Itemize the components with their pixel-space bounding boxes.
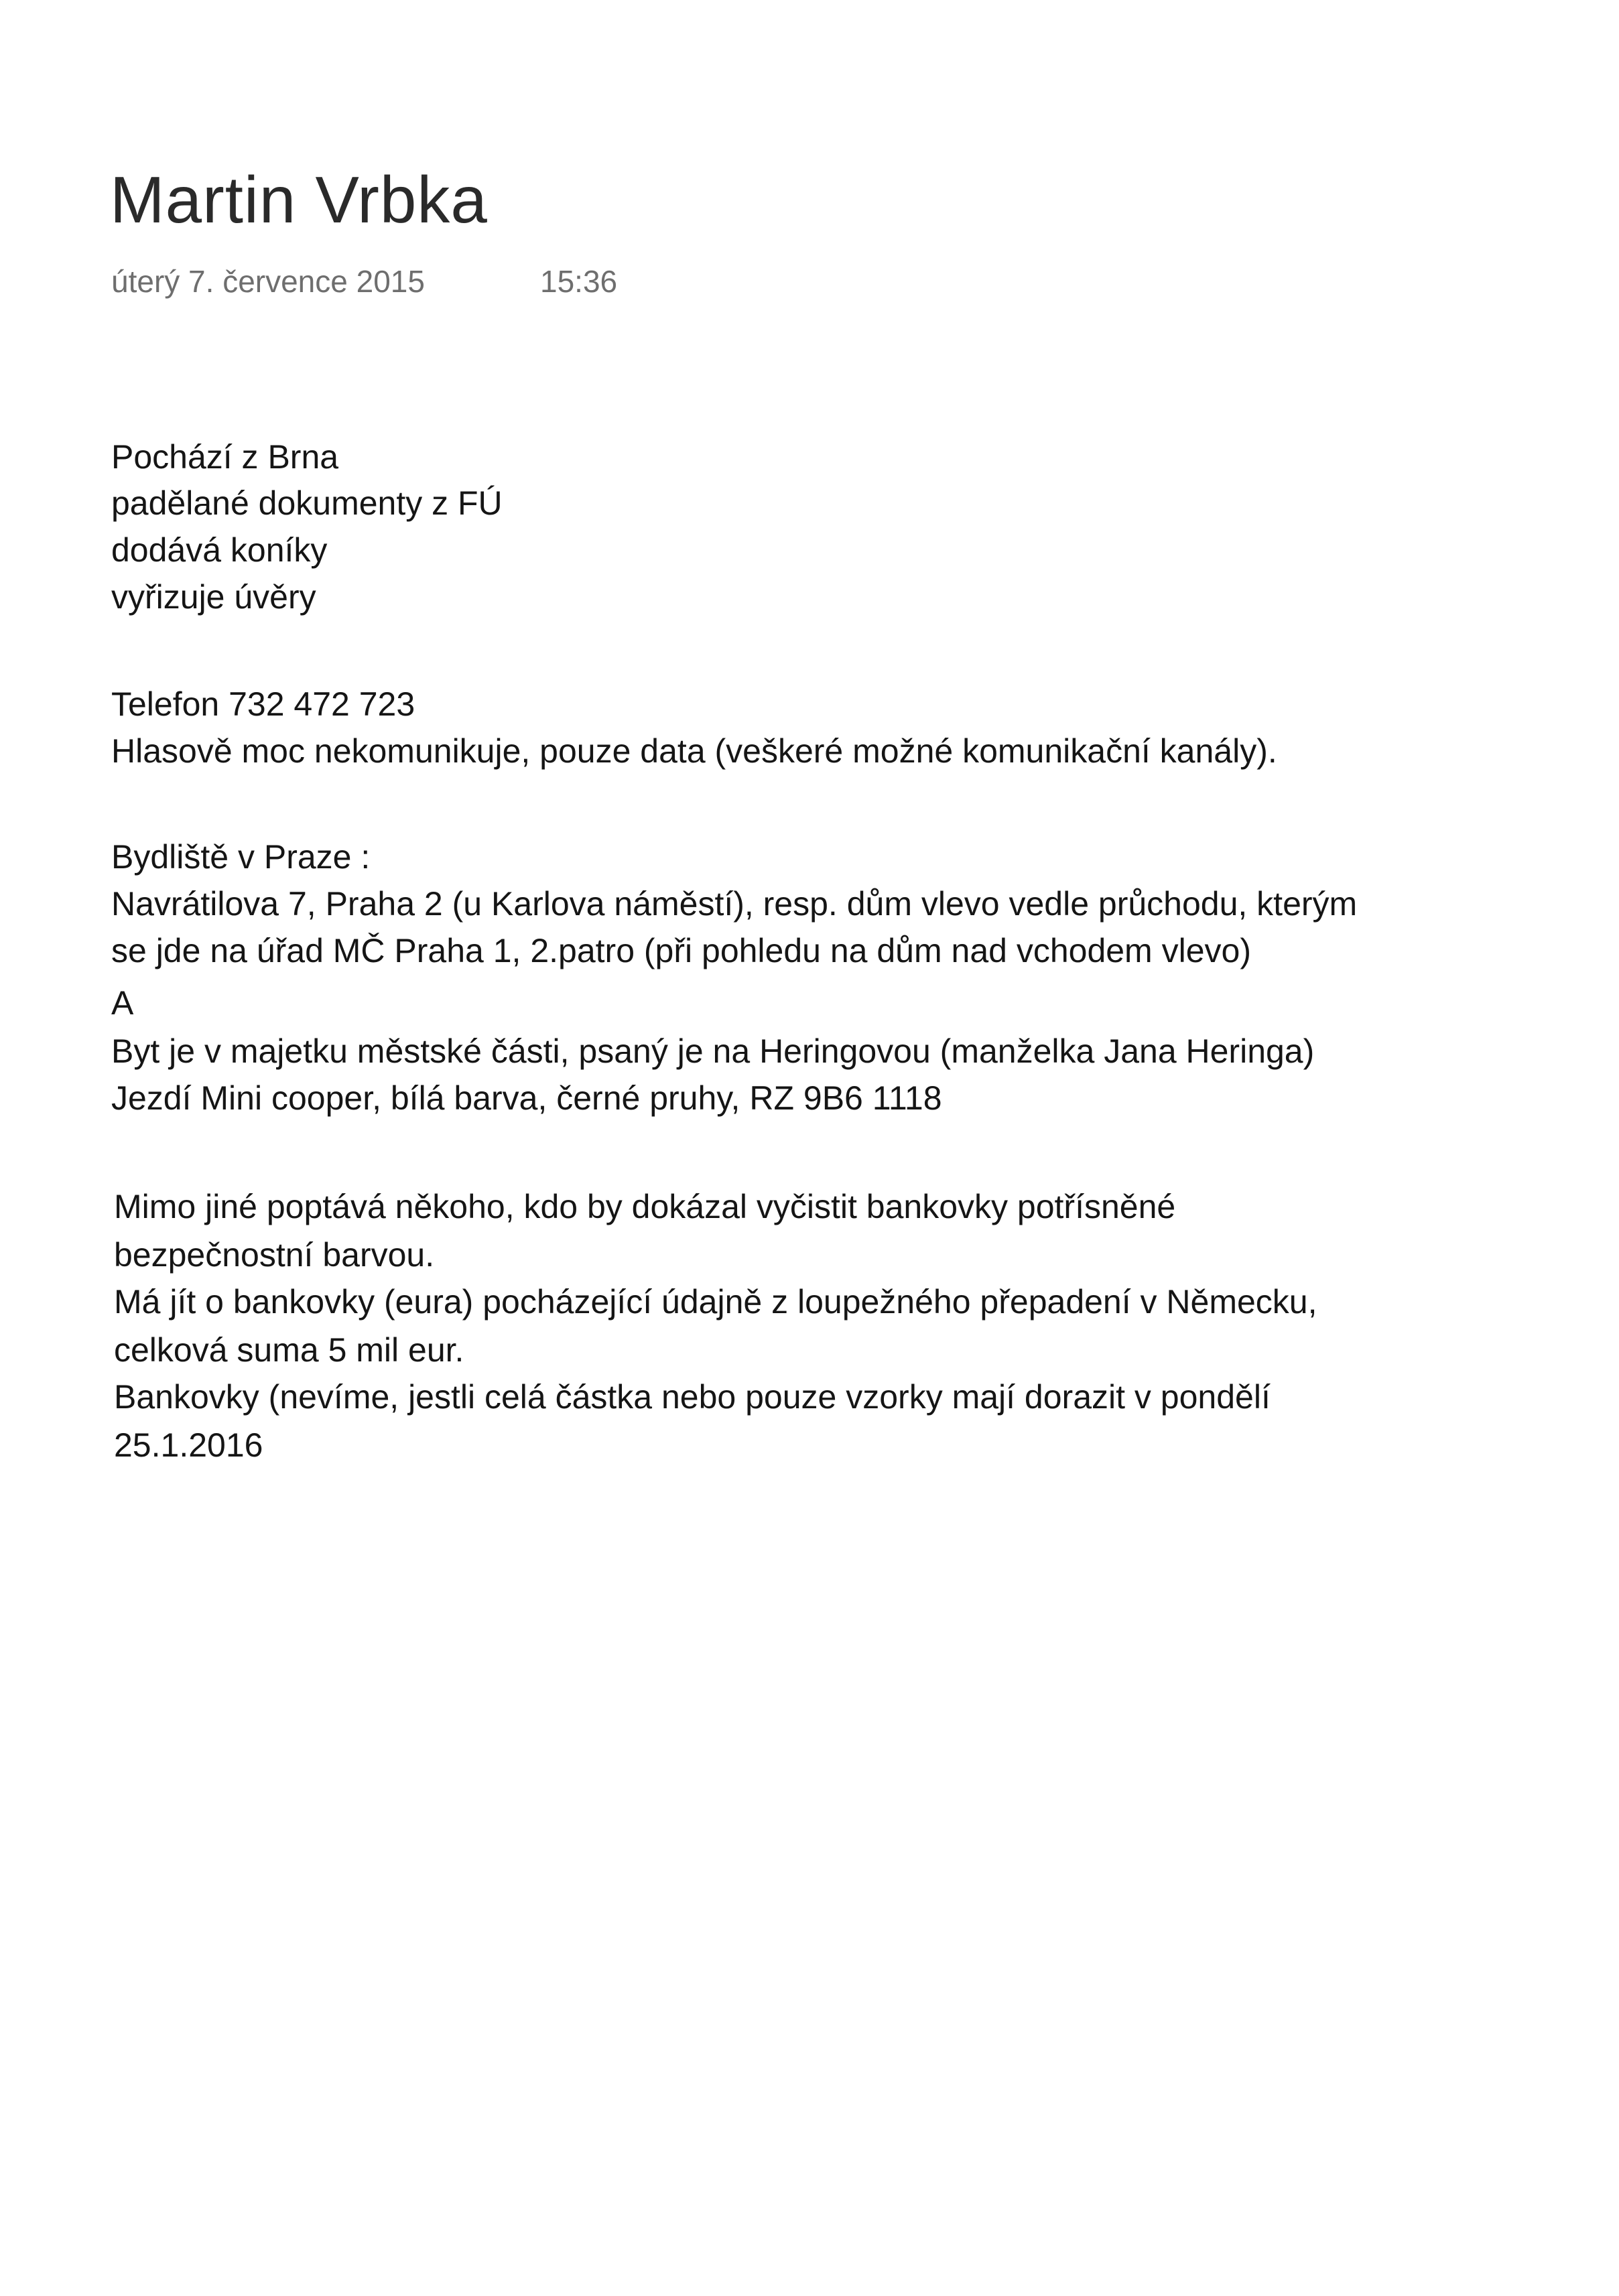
note-line: bezpečnostní barvou. xyxy=(114,1236,435,1274)
note-line: padělané dokumenty z FÚ xyxy=(111,484,503,522)
note-line: A xyxy=(111,984,134,1022)
note-line: dodává koníky xyxy=(111,531,328,569)
note-line: Hlasově moc nekomunikuje, pouze data (veškeré možné komunikační kanály). xyxy=(111,732,1277,770)
note-line: se jde na úřad MČ Praha 1, 2.patro (při pohledu na dům nad vchodem vlevo) xyxy=(111,932,1251,969)
note-line: Mimo jiné poptává někoho, kdo by dokázal vyčistit bankovky potřísněné xyxy=(114,1188,1176,1225)
note-line: Bydliště v Praze : xyxy=(111,838,371,876)
note-time: 15:36 xyxy=(540,264,618,299)
note-line: vyřizuje úvěry xyxy=(111,578,316,616)
note-line: Pochází z Brna xyxy=(111,438,339,476)
page-title: Martin Vrbka xyxy=(110,163,488,237)
note-line: Navrátilova 7, Praha 2 (u Karlova náměstí), resp. dům vlevo vedle průchodu, kterým xyxy=(111,885,1358,923)
note-line: Má jít o bankovky (eura) pocházející údajně z loupežného přepadení v Německu, xyxy=(114,1283,1317,1321)
note-line: Byt je v majetku městské části, psaný je na Heringovou (manželka Jana Heringa) xyxy=(111,1032,1315,1070)
note-line: 25.1.2016 xyxy=(114,1426,263,1464)
note-line: Bankovky (nevíme, jestli celá částka nebo pouze vzorky mají dorazit v pondělí xyxy=(114,1378,1271,1416)
note-line: celková suma 5 mil eur. xyxy=(114,1331,464,1369)
note-date: úterý 7. července 2015 xyxy=(111,264,425,299)
note-line: Jezdí Mini cooper, bílá barva, černé pruhy, RZ 9B6 1118 xyxy=(111,1079,942,1117)
note-line: Telefon 732 472 723 xyxy=(111,685,415,723)
